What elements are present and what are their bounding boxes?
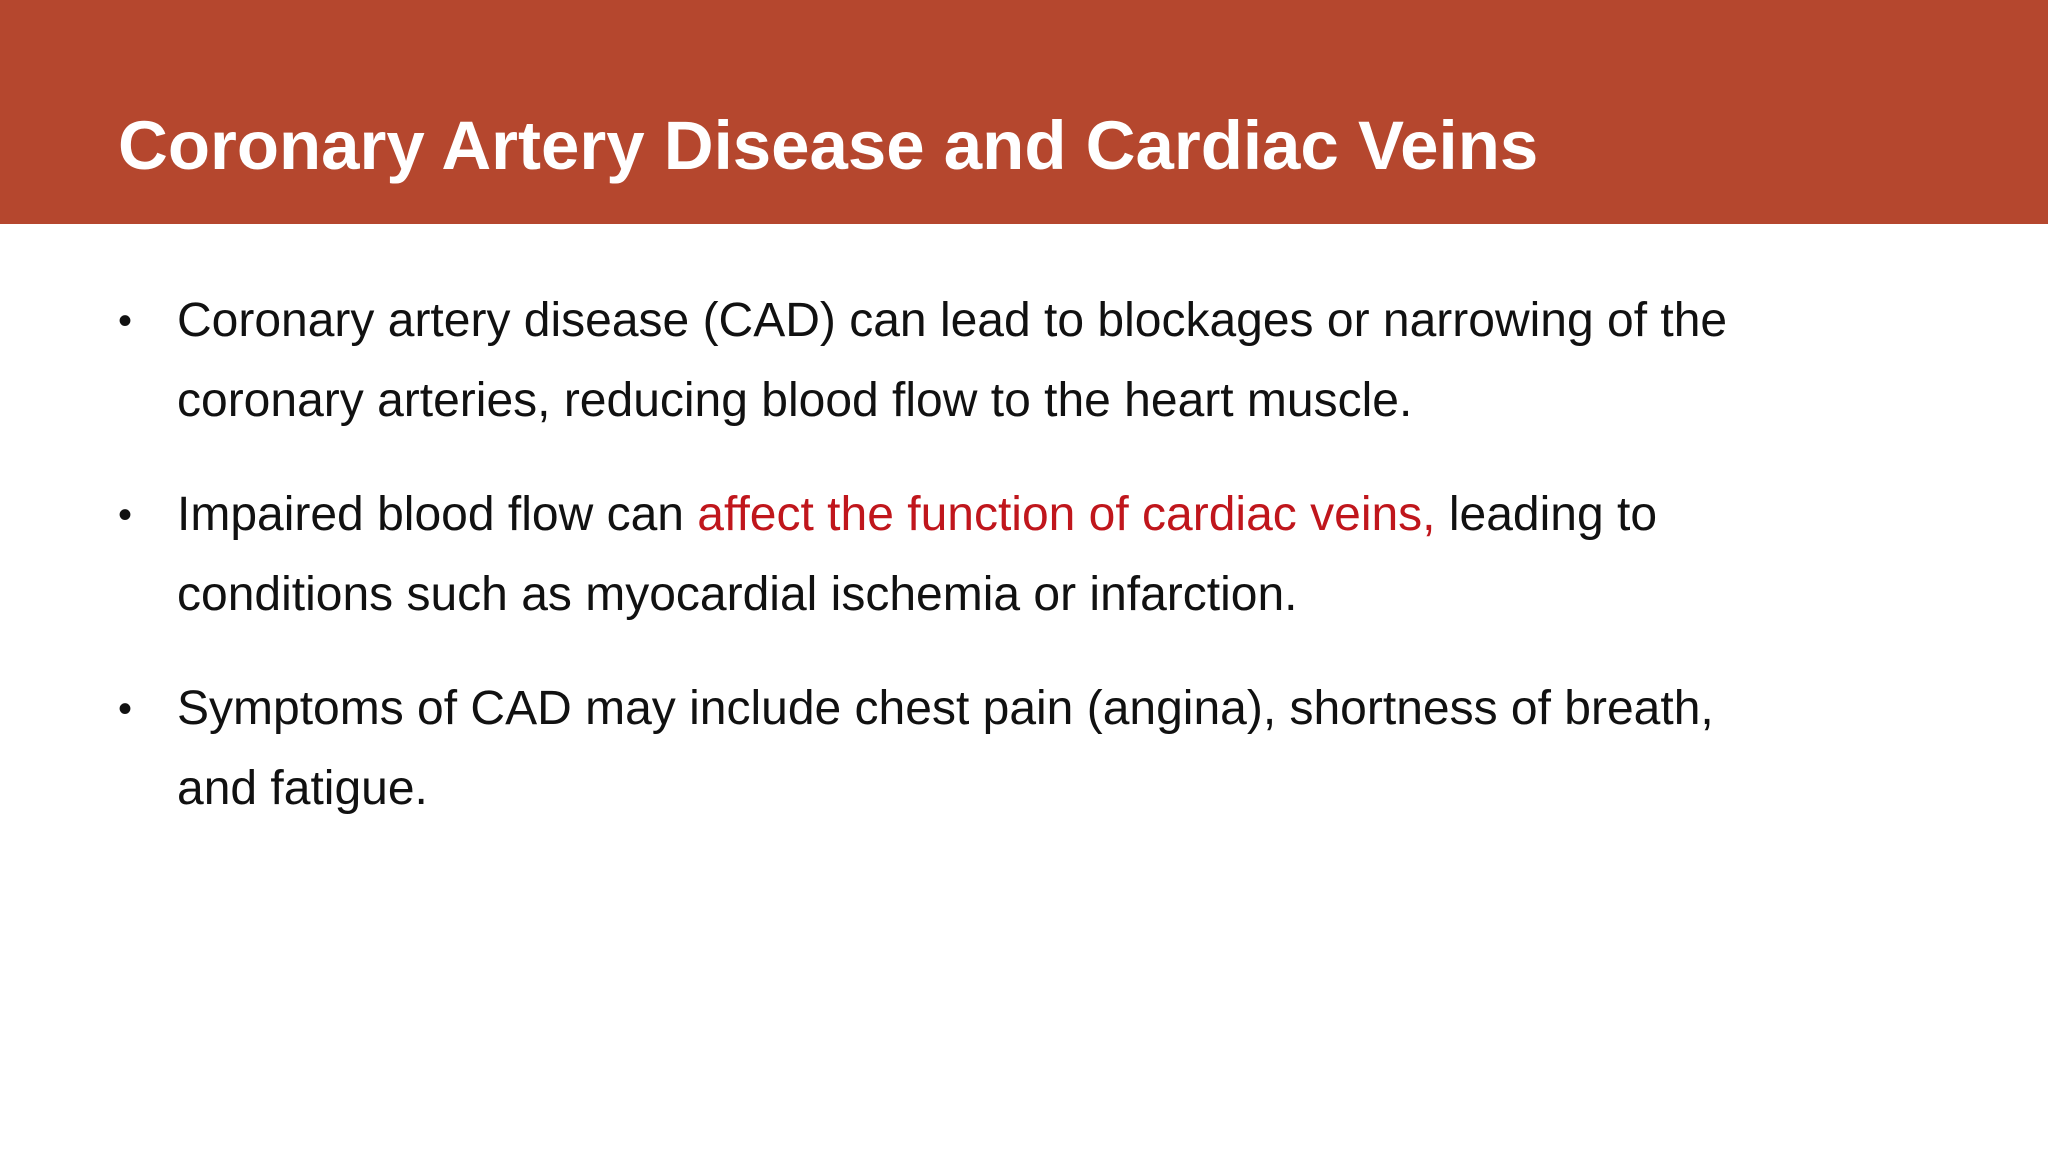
bullet-item-2 [118, 475, 1758, 635]
bullet-text: Coronary artery disease (CAD) can lead to blockages or narrowing of the coronary arteries, reducing blood flow to the heart muscle. [177, 294, 1728, 427]
bullet-icon: • [118, 299, 133, 343]
bullet-text-after: leading to conditions such as myocardial ischemia or infarction. [177, 488, 1658, 621]
bullet-text: Symptoms of CAD may include chest pain (angina), shortness of breath, and fatigue. [177, 682, 1714, 815]
bullet-text-before: Impaired blood flow can [177, 488, 698, 541]
highlighted-text: affect the function of cardiac veins, [697, 488, 1436, 541]
bullet-list [118, 281, 1758, 863]
slide-title: Coronary Artery Disease and Cardiac Veins [118, 107, 1539, 184]
bullet-item-3 [118, 669, 1758, 829]
title-bar [0, 0, 2048, 224]
bullet-item-1 [118, 281, 1758, 441]
bullet-icon: • [118, 493, 133, 537]
bullet-icon: • [118, 687, 133, 731]
